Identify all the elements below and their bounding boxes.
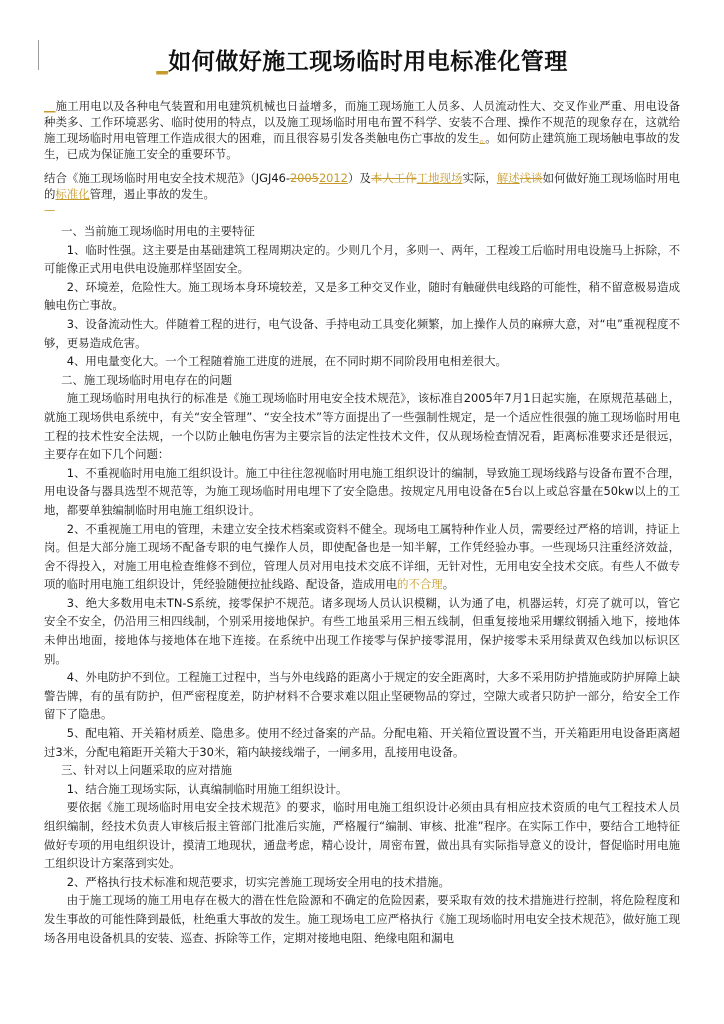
second-paragraph xyxy=(44,170,680,218)
section3-item1: 1、结合施工现场实际，认真编制临时用施工组织设计。 xyxy=(66,781,348,796)
document-body xyxy=(44,222,680,947)
inserted-standardization: 标准化 xyxy=(55,187,90,201)
section2-item2-revision: 的不合理 xyxy=(397,577,443,592)
section3-heading: 三、针对以上问题采取的应对措施 xyxy=(61,763,232,778)
section3-item2: 2、严格执行技术标准和规范要求，切实完善施工现场安全用电的技术措施。 xyxy=(66,874,450,889)
section2-item2 xyxy=(44,520,680,594)
intro-inserted-period: 。 xyxy=(479,131,486,145)
para2-text-c: 实际， xyxy=(462,171,497,185)
section2-item2-end: 。 xyxy=(442,577,455,592)
intro-paragraph xyxy=(44,98,680,162)
para2-text-a: 结合《施工现场临时用电安全技术规范》（JGJ46- xyxy=(44,171,290,185)
intro-text: 施工用电以及各种电气装置和用电建筑机械也日益增多，而施工现场施工人员多、人员流动性大、交叉作业严重、用电设备种类多、工作环境恶劣、临时使用的特点，以及施工现场临时用电布置不科学、安装不合理、操作不规范的现象存在，这就给施工现场临时用电管理工作造成很大的困难，而且很容易引发各类触电伤亡事故的发生 xyxy=(44,99,680,145)
deleted-year: 2005 xyxy=(289,171,319,185)
deleted-talk: 浅谈 xyxy=(519,171,543,185)
section2-intro: 施工现场临时用电执行的标准是《施工现场临时用电安全技术规范》，该标准自2005年7月1日起实施，在原规范基础上，就施工现场供电系统中，有关“安全管理”、“安全技术”等方面提出了一些强制性规定，是一个适应性很强的施工现场临时用电工程的技术性安全法规，一个以防止触电伤害为主要宗旨的法定性技术文件，仅从现场检查情况看，距离标准要求还是很远，主要存在如下几个问题： xyxy=(44,391,680,462)
section2-item3: 3、绝大多数用电未TN-S系统，接零保护不规范。诸多现场人员认识模糊，认为通了电，机器运转，灯亮了就可以，管它安全不安全，仍沿用三相四线制，个别采用接地保护。有些工地虽采用三相五线制，但重复接地采用螺纹钢插入地下，接地体未伸出地面，接地体与接地体在地下连接。在系统中出现工作接零与保护接零混用，保护接零未采用绿黄双色线加以标识区别。 xyxy=(44,595,680,666)
inserted-explain: 解述 xyxy=(496,171,520,185)
para2-revision-dash: — xyxy=(44,203,56,217)
section3-item2-detail: 由于施工现场的施工用电存在极大的潜在性危险源和不确定的危险因素，要采取有效的技术措施进行控制，将危险程度和发生事故的可能性降到最低，杜绝重大事故的发生。施工现场电工应严格执行《施工现场临时用电安全技术规范》，做好施工现场各用电设备机具的安装、巡查、拆除等工作，定期对接地电阻、绝缘电阻和漏电 xyxy=(44,893,680,945)
inserted-year: 2012 xyxy=(318,171,348,185)
section1-item3: 3、设备流动性大。伴随着工程的进行，电气设备、手持电动工具变化频繁，加上操作人员的麻痹大意，对“电”重视程度不够，更易造成危害。 xyxy=(44,316,680,350)
title-text: 如何做好施工现场临时用电标准化管理 xyxy=(168,49,568,75)
intro-tail: 。如何防止建筑施工现场触电事故的发生，已成为保证施工安全的重要环节。 xyxy=(44,131,680,161)
deleted-site: 本人工作 xyxy=(370,171,417,185)
para2-text-e: 管理，遏止事故的发生。 xyxy=(89,187,215,201)
section2-item2-text: 2、不重视施工用电的管理，未建立安全技术档案或资料不健全。现场电工属特种作业人员，需要经过严格的培训，持证上岗。但是大部分施工现场不配备专职的电气操作人员，即使配备也是一知半解，工作凭经验办事。一些现场只注重经济效益，舍不得投入，对施工用电检查维修不到位，管理人员对用电技术交底不详细，无针对性，无用电安全技术交底。有些人不做专项的临时用电施工组织设计，凭经验随便拉扯线路、配设备，造成用电 xyxy=(44,521,680,592)
section2-item5: 5、配电箱、开关箱材质差、隐患多。使用不经过备案的产品。分配电箱、开关箱位置设置不当，开关箱距用电设备距离超过3米，分配电箱距开关箱大于30米，箱内缺接线端子，一闸多用，乱接用电设备。 xyxy=(44,726,680,759)
section2-item4: 4、外电防护不到位。工程施工过程中，当与外电线路的距离小于规定的安全距离时，大多不采用防护措施或防护屏障上缺警告牌，有的虽有防护，但严密程度差，防护材料不合要求难以阻止坚硬物品的穿过，空隙大或者只防护一部分，给安全工作留下了隐患。 xyxy=(44,670,680,722)
section2-item1: 1、不重视临时用电施工组织设计。施工中往往忽视临时用电施工组织设计的编制，导致施工现场线路与设备布置不合理，用电设备与器具选型不规范等，为施工现场临时用电埋下了安全隐患。按规定凡用电设备在5台以上或总容量在50kw以上的工地，都要单独编制临时用电施工组织设计。 xyxy=(44,465,680,517)
page-title xyxy=(40,45,684,79)
para2-text-d: 如何做好施工现场临时用电的 xyxy=(44,171,680,201)
section1-item4: 4、用电量变化大。一个工程随着施工进度的进展，在不同时期不同阶段用电相差很大。 xyxy=(66,354,507,369)
para2-text-b: ）及 xyxy=(347,171,371,185)
section1-heading: 一、当前施工现场临时用电的主要特征 xyxy=(61,224,255,238)
inserted-site: 工地现场 xyxy=(416,171,463,185)
section2-heading: 二、施工现场临时用电存在的问题 xyxy=(61,372,232,387)
intro-revision-mark: __ xyxy=(44,99,56,113)
section3-item1-detail: 要依据《施工现场临时用电安全技术规范》的要求，临时用电施工组织设计必须由具有相应技术资质的电气工程技术人员组织编制，经技术负责人审核后报主管部门批准后实施，严格履行“编制、审核、批准”程序。在实际工作中，要结合工地特征做好专项的用电组织设计，摸清工地现状，通盘考虑，精心设计，周密布置，做出具有实际指导意义的设计，督促临时用电施工组织设计方案落到实处。 xyxy=(44,800,680,871)
section1-item1: 1、临时性强。这主要是由基础建筑工程周期决定的。少则几个月，多则一、两年，工程竣工后临时用电设施马上拆除，不可能像正式用电供电设施那样坚固安全。 xyxy=(44,242,680,276)
title-revision-mark: _ xyxy=(156,49,169,75)
page-corner-mark xyxy=(38,40,39,70)
section1-item2: 2、环境差，危险性大。施工现场本身环境较差，又是多工种交叉作业，随时有触碰供电线路的可能性，稍不留意极易造成触电伤亡事故。 xyxy=(44,279,680,313)
